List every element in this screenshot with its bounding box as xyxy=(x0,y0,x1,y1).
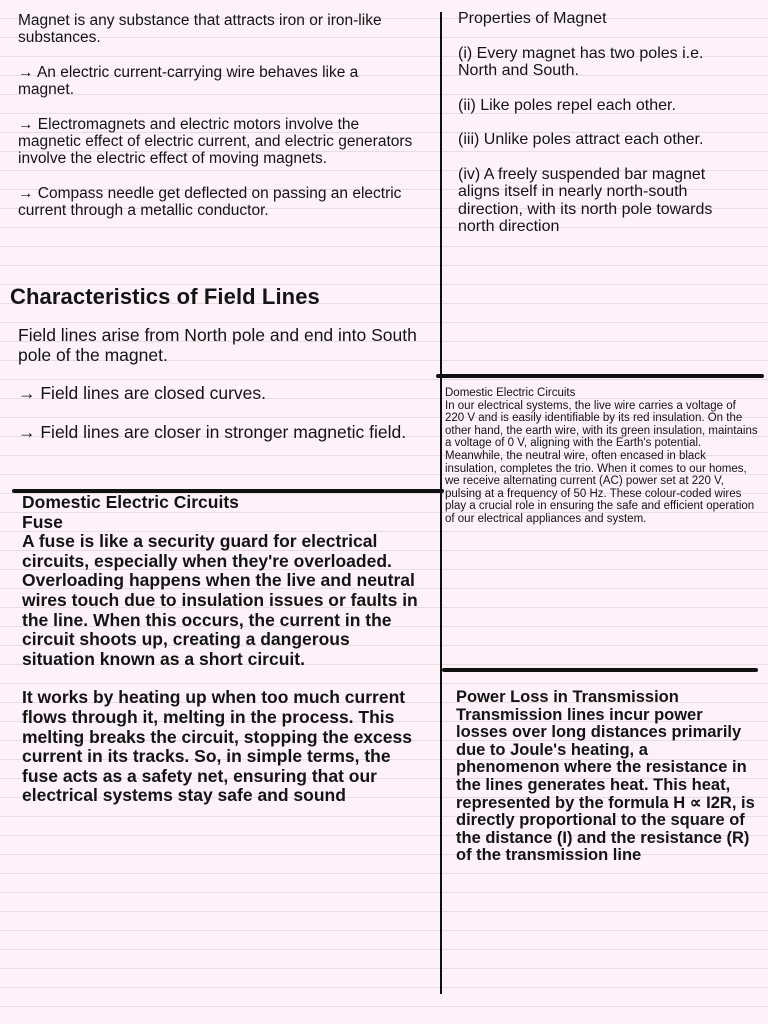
power-loss-notes xyxy=(456,689,756,865)
property-item: (ii) Like poles repel each other. xyxy=(458,96,676,114)
field-lines-notes xyxy=(18,326,418,461)
domestic-circuits-title: Domestic Electric Circuits xyxy=(445,387,576,399)
fuse-section-heading: Domestic Electric Circuits xyxy=(22,492,239,512)
domestic-circuits-body: In our electrical systems, the live wire carries a voltage of 220 V and is easily identifiable by its red insulation. On the other hand, the earth wire, with its green insulation, maintains a voltage of 0 V, aligning with the Earth's potential. Meanwhile, the neutral wire, often encased in black insulation, completes the trio. When it comes to our homes, we receive alternating current (AC) power set at 220 V, pulsing at a frequency of 50 Hz. These colour-coded wires play a crucial role in ensuring the safe and efficient operation of our electrical appliances and system. xyxy=(445,399,758,525)
field-line-item: → Field lines are closer in stronger magnetic field. xyxy=(18,421,407,442)
domestic-circuits-summary xyxy=(445,387,758,526)
fuse-subheading: Fuse xyxy=(22,511,63,532)
horizontal-divider-right-bottom xyxy=(442,668,758,672)
fuse-notes xyxy=(22,493,424,825)
magnet-intro-notes xyxy=(18,12,418,237)
vertical-divider xyxy=(440,12,442,994)
note-paragraph: → An electric current-carrying wire behaves like a magnet. xyxy=(18,64,359,98)
note-paragraph: → Electromagnets and electric motors involve the magnetic effect of electric current, and electric generators involve the electric effect of moving magnets. xyxy=(18,116,413,167)
field-lines-title: Characteristics of Field Lines xyxy=(10,284,320,309)
horizontal-divider-right-top xyxy=(436,374,764,378)
power-loss-title: Power Loss in Transmission xyxy=(456,688,679,706)
note-paragraph: → Compass needle get deflected on passing an electric current through a metallic conductor. xyxy=(18,185,402,219)
properties-of-magnet xyxy=(458,10,738,253)
fuse-paragraph: It works by heating up when too much current flows through it, melting in the process. This melting breaks the circuit, stopping the excess current in its tracks. So, in simple terms, the fuse acts as a safety net, ensuring that our electrical systems stay safe and sound xyxy=(22,687,412,806)
field-line-item: → Field lines are closed curves. xyxy=(18,383,267,403)
note-paragraph: Magnet is any substance that attracts iron or iron-like substances. xyxy=(18,12,382,46)
property-item: (i) Every magnet has two poles i.e. North and South. xyxy=(458,44,704,79)
power-loss-body: Transmission lines incur power losses over long distances primarily due to Joule's heating, a phenomenon where the resistance in the lines generates heat. This heat, represented by the formula H ∝ I2R, is directly proportional to the square of the distance (I) and the resistance (R) of the transmission line xyxy=(456,705,755,865)
property-item: (iii) Unlike poles attract each other. xyxy=(458,131,704,148)
properties-title: Properties of Magnet xyxy=(458,10,607,27)
fuse-paragraph: A fuse is like a security guard for electrical circuits, especially when they're overloaded. Overloading happens when the live and neutral wires touch due to insulation issues or faults in the line. When this occurs, the current in the circuit shoots up, creating a dangerous situation known as a short circuit. xyxy=(22,531,418,669)
property-item: (iv) A freely suspended bar magnet aligns itself in nearly north-south direction, with its north pole towards north direction xyxy=(458,165,713,235)
field-line-item: Field lines arise from North pole and end into South pole of the magnet. xyxy=(18,325,417,365)
